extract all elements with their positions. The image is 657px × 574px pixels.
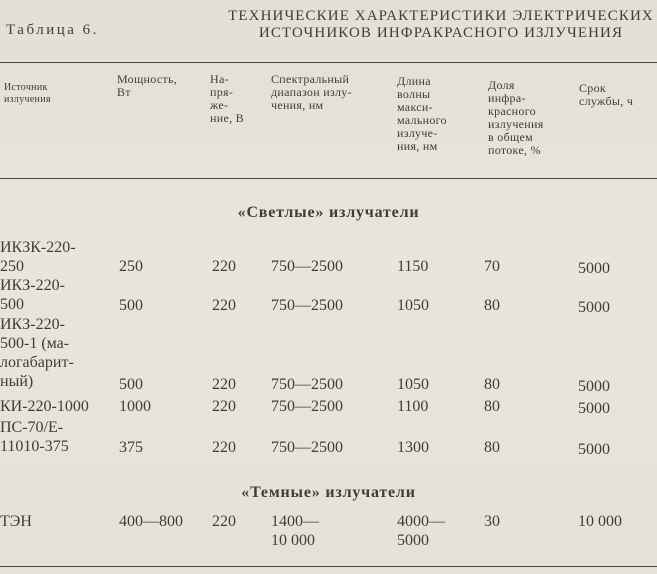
table-cell-lifetime: 5000 <box>578 400 610 417</box>
table-cell-lifetime: 10 000 <box>578 513 622 530</box>
table-cell-lifetime: 5000 <box>578 378 610 395</box>
table-title-line-1: ТЕХНИЧЕСКИЕ ХАРАКТЕРИСТИКИ ЭЛЕКТРИЧЕСКИХ <box>228 8 654 24</box>
table-cell-ir-share: 80 <box>484 398 500 415</box>
table-cell-wavelength: 1100 <box>397 398 429 415</box>
table-cell-range: 750—2500 <box>271 376 343 393</box>
table-cell-voltage: 220 <box>212 376 236 393</box>
table-cell-power: 500 <box>119 376 143 393</box>
table-cell-voltage: 220 <box>212 398 236 415</box>
table-cell-power: 250 <box>119 258 143 275</box>
header-top-rule <box>0 62 657 63</box>
table-cell-power: 375 <box>119 439 143 456</box>
table-cell-wavelength: 1150 <box>397 258 429 275</box>
table-title-line-2: ИСТОЧНИКОВ ИНФРАКРАСНОГО ИЗЛУЧЕНИЯ <box>258 25 624 41</box>
table-cell-voltage: 220 <box>212 297 236 314</box>
table-cell-range: 750—2500 <box>271 258 343 275</box>
table-cell-range: 1400— 10 000 <box>271 513 319 549</box>
column-header-spectral-range: Спектральный диапазон излу- чения, нм <box>271 72 352 112</box>
table-cell-range: 750—2500 <box>271 398 343 415</box>
table-cell-wavelength: 4000— 5000 <box>397 513 445 549</box>
table-cell-ir-share: 80 <box>484 439 500 456</box>
table-cell-voltage: 220 <box>212 258 236 275</box>
table-cell-source: ПС-70/Е- 11010-375 <box>0 419 69 455</box>
section-title-bright: «Светлые» излучатели <box>237 204 420 221</box>
table-cell-voltage: 220 <box>212 513 236 530</box>
section-title-dark: «Темные» излучатели <box>241 484 416 501</box>
table-cell-power: 400—800 <box>119 513 183 530</box>
table-cell-lifetime: 5000 <box>578 441 610 458</box>
column-header-peak-wavelength: Длина волны макси- мального излуче- ния, нм <box>397 74 447 153</box>
table-cell-ir-share: 30 <box>484 513 500 530</box>
table-cell-ir-share: 80 <box>484 297 500 314</box>
table-cell-source: ИКЗ-220- 500 <box>0 277 65 313</box>
table-cell-source: ИКЗК-220- 250 <box>0 239 76 275</box>
table-cell-power: 500 <box>119 297 143 314</box>
table-label: Таблица 6. <box>6 22 99 38</box>
table-cell-wavelength: 1050 <box>397 376 429 393</box>
column-header-power: Мощность, Вт <box>117 72 178 99</box>
table-cell-ir-share: 80 <box>484 376 500 393</box>
table-cell-ir-share: 70 <box>484 258 500 275</box>
table-cell-wavelength: 1300 <box>397 439 429 456</box>
table-cell-power: 1000 <box>119 398 151 415</box>
table-cell-source: ТЭН <box>0 513 32 530</box>
table-bottom-rule <box>0 566 657 567</box>
table-cell-lifetime: 5000 <box>578 260 610 277</box>
table-cell-range: 750—2500 <box>271 297 343 314</box>
table-title <box>216 8 657 42</box>
table-cell-source: ИКЗ-220- 500-1 (ма- логабарит- ный) <box>0 316 74 390</box>
table-cell-lifetime: 5000 <box>578 299 610 316</box>
column-header-source: Источник излучения <box>4 82 51 105</box>
table-cell-source: КИ-220-1000 <box>0 398 89 415</box>
table-cell-voltage: 220 <box>212 439 236 456</box>
column-header-lifetime: Срок службы, ч <box>579 81 634 108</box>
table-cell-range: 750—2500 <box>271 439 343 456</box>
table-cell-wavelength: 1050 <box>397 297 429 314</box>
column-header-ir-share: Доля инфра- красного излучения в общем потоке, % <box>488 78 544 157</box>
header-bottom-rule <box>0 178 657 179</box>
column-header-voltage: На- пря- же- ние, В <box>210 72 244 125</box>
